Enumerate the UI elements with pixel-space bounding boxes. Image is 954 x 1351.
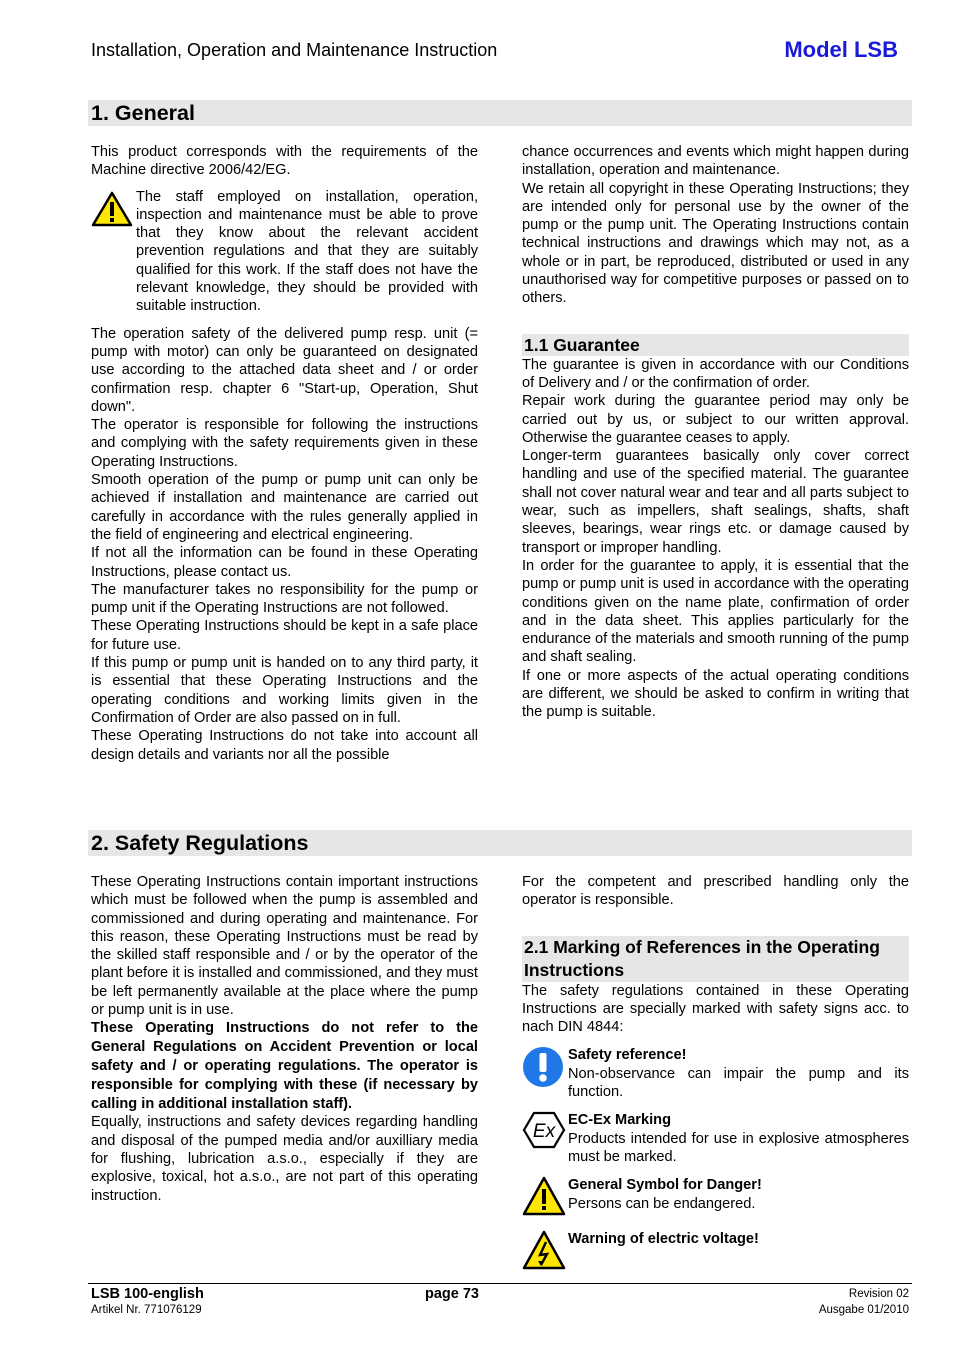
paragraph: We retain all copyright in these Operating Instructions; they are intended only for personal use by the owner of the pump or the pump unit. The Operating Instructions contain technical instructions and drawings which may not, as a whole or in part, be reproduced, distributed or used in any unauthorised way for competitive purposes or passed on to others. [522,180,909,307]
paragraph: These Operating Instructions contain important instructions which must be followed when the pump is assembled and commissioned and during operating and maintenance. For this reason, these Operating Instructions must be read by the skilled staff responsible and / or by the operator of the plant before it is installed and commissioned, and they must be left permanently available at the place where the pump or pump unit is in use. [91,874,478,1019]
sign-safety-reference [522,1046,909,1101]
sign-text: Products intended for use in explosive atmospheres must be marked. [568,1130,909,1165]
footer-article-number: Artikel Nr. 771076129 [91,1304,202,1316]
section-safety-right-column [522,873,909,1275]
footer-divider [88,1283,912,1284]
section-general-left-column [91,143,478,764]
sign-ex-marking [522,1111,909,1166]
paragraph: These Operating Instructions do not take into account all design details and variants nor all the possible [91,728,478,763]
footer-page-number: page 73 [425,1286,479,1302]
paragraph: The operation safety of the delivered pump resp. unit (= pump with motor) can only be guaranteed on designated use according to the attached data sheet and / or order confirmation resp. chapter 6 "Start-up, Operation, Shut down". [91,325,478,415]
ex-marking-icon [522,1111,568,1154]
sign-electric-voltage [522,1230,909,1275]
paragraph: The guarantee is given in accordance with our Conditions of Delivery and / or the confirmation of order. [522,356,909,391]
paragraph-bold: These Operating Instructions do not refer to the General Regulations on Accident Prevention or local safety and / or operating regulations. The operator is responsible for complying with these (if necessary by calling in additional installation staff). [91,1020,478,1112]
paragraph: In order for the guarantee to apply, it is essential that the pump or pump unit is used in accordance with the operating conditions given on the name plate, confirmation of order and in the data sheet. This applies particularly for the endurance of the materials and smooth running of the pump and shaft sealing. [522,557,909,666]
marking-title: 2.1 Marking of References in the Operating Instructions [522,936,909,982]
sign-title: EC-Ex Marking [568,1112,671,1129]
paragraph: chance occurrences and events which might happen during installation, operation and maintenance. [522,144,909,179]
warning-text: The staff employed on installation, operation, inspection and maintenance must be able to prove that they know about the relevant accident prevention regulations and that they are suitably qualified for this work. If the staff does not have the relevant knowledge, they should be provided with suitable instruction. [136,188,478,315]
svg-text:Ex: Ex [532,1121,556,1143]
staff-warning [91,188,478,316]
section-safety-title: 2. Safety Regulations [88,830,912,856]
paragraph: The operator is responsible for following the instructions and complying with the safety requirements given in these Operating Instructions. [91,417,478,470]
paragraph: Smooth operation of the pump or pump unit can only be achieved if installation and maintenance are carried out carefully in accordance with the rules generally applied in the field of engineering and electrical engineering. [91,472,478,543]
paragraph: The manufacturer takes no responsibility for the pump or pump unit if the Operating Instructions are not followed. [91,581,478,617]
electric-voltage-icon [522,1230,568,1275]
paragraph: This product corresponds with the requirements of the Machine directive 2006/42/EG. [91,144,478,179]
paragraph: If one or more aspects of the actual operating conditions are different, we should be asked to confirm in writing that the pump is suitable. [522,667,909,721]
paragraph: Longer-term guarantees basically only cover correct handling and use of the specified material. The guarantee shall not cover natural wear and tear and all parts subject to wear, such as impellers, shaft sealings, shafts, shaft sleeves, bearings, wear rings etc. or damage caused by transport or improper handling. [522,448,909,556]
sign-general-danger [522,1176,909,1221]
header-title: Installation, Operation and Maintenance Instruction [91,40,498,60]
section-general-title: 1. General [88,100,912,126]
footer-revision: Revision 02 [848,1288,909,1300]
section-safety-left-column [91,873,478,1205]
sign-text: Persons can be endangered. [568,1195,756,1212]
sign-text: Non-observance can impair the pump and its function. [568,1065,909,1101]
model-title: Model LSB [784,37,898,62]
footer-doc-name: LSB 100-english [91,1286,204,1302]
section-general-right-column [522,143,909,722]
footer-edition: Ausgabe 01/2010 [818,1304,909,1316]
guarantee-title: 1.1 Guarantee [522,334,909,356]
paragraph: Equally, instructions and safety devices regarding handling and disposal of the pumped media and/or auxilliary media for flushing, lubrication a.s.o., especially if they are explosive, toxical, hot a.s.o., are not part of this operating instruction. [91,1114,478,1204]
paragraph: If this pump or pump unit is handed on to any third party, it is essential that these Operating Instructions and the operating conditions and working limits given in the Confirmation of Order are also passed on in full. [91,655,478,726]
paragraph: If not all the information can be found in these Operating Instructions, please contact us. [91,545,478,580]
exclamation-circle-icon [522,1046,568,1093]
warning-triangle-icon [91,188,136,232]
paragraph: Repair work during the guarantee period may only be carried out by us, or subject to our written approval. Otherwise the guarantee ceases to apply. [522,393,909,446]
sign-title: General Symbol for Danger! [568,1177,762,1194]
paragraph: These Operating Instructions should be kept in a safe place for future use. [91,618,478,653]
paragraph: The safety regulations contained in these Operating Instructions are specially marked with safety signs acc. to nach DIN 4844: [522,982,909,1036]
paragraph: For the competent and prescribed handling only the operator is responsible. [522,874,909,909]
sign-title: Safety reference! [568,1047,687,1064]
danger-triangle-icon [522,1176,568,1221]
sign-title: Warning of electric voltage! [568,1230,759,1247]
